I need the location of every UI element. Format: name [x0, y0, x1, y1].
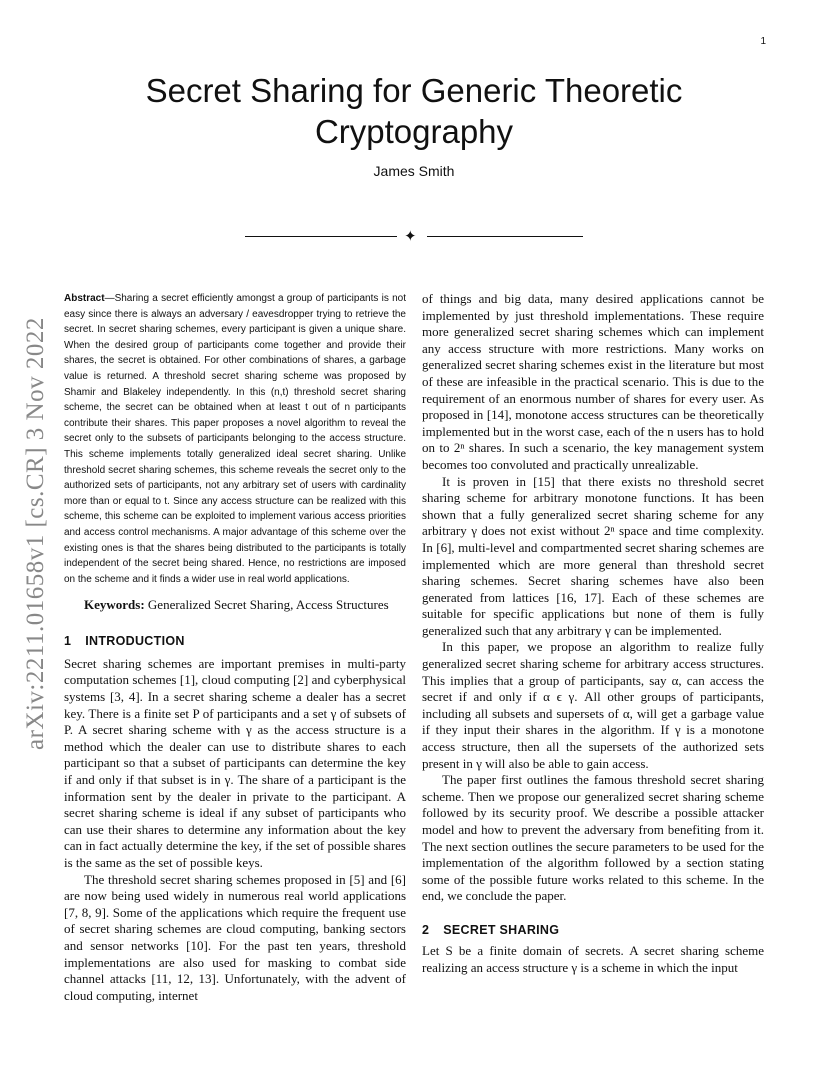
intro-paragraph-3: of things and big data, many desired applications cannot be implemented by just threshold implementations. These require more generalized secret sharing schemes which can implement any access structure with more restrictions. Many works on generalized secret sharing schemes exist in the literature but most of these are infeasible in the practical scenario. This is due to the requirement of an enormous number of shares for every user. As proposed in [14], monotone access structures can be theoretically implemented but in the worst case, each of the n users has to hold on to 2ⁿ shares. In such a scenario, the key management system becomes too convoluted and practically unrealizable. — [422, 291, 764, 472]
keywords-label: Keywords: — [84, 597, 145, 613]
intro-paragraph-5: In this paper, we propose an algorithm to realize fully generalized secret sharing scheme for arbitrary access structures. This implies that a group of participants, say α, can access the secret if and only if α ϵ γ. All other groups of participants, including all subsets and supersets of α, will get a garbage value if they input their shares in the algorithm. If γ is a monotone access structure, then all the supersets of the authorized sets present in γ will also be able to gain access. — [422, 639, 764, 771]
intro-paragraph-2: The threshold secret sharing schemes proposed in [5] and [6] are now being used widely in numerous real world applications [7, 8, 9]. Some of the applications which require the frequent use of secret sharing schemes are cloud computing, banking sectors and sensor networks [10]. For the past ten years, threshold implementations are also used for masking to combat side channel attacks [11, 12, 13]. Unfortunately, with the advent of cloud computing, internet — [64, 871, 406, 1003]
intro-paragraph-4: It is proven in [15] that there exists no threshold secret sharing scheme for arbitrary monotone functions. It has been shown that a fully generalized secret sharing scheme for any arbitrary γ does not exist without 2ⁿ space and time complexity. In [6], multi-level and compartmented secret sharing schemes are implemented which are more general than threshold secret sharing schemes. Secret sharing schemes have also been generated from lattices [16, 17]. Each of these schemes are suitable for specific applications but none of them is fully generalized such that any arbitrary γ can be implemented. — [422, 473, 764, 638]
divider-line-right — [427, 236, 583, 237]
arxiv-identifier: arXiv:2211.01658v1 [cs.CR] 3 Nov 2022 — [22, 317, 49, 750]
intro-paragraph-6: The paper first outlines the famous threshold secret sharing scheme. Then we propose our generalized secret sharing scheme followed by its security proof. We describe a possible attacker model and how to prevent the adversary from benefiting from it. The next section outlines the secure parameters to be used for the implementation of the algorithm followed by a section stating some of the possible future works related to this scheme. In the end, we conclude the paper. — [422, 772, 764, 904]
star-ornament-icon: ✦ — [404, 227, 417, 245]
left-column — [64, 291, 406, 1004]
intro-paragraph-1: Secret sharing schemes are important premises in multi-party computation schemes [1], cloud computing [2] and cyberphysical systems [3, 4]. In a secret sharing scheme a dealer has a secret key. There is a finite set P of participants and a set γ of subsets of P. A secret sharing scheme with γ as the access structure is a method which the dealer can use to distribute shares to each participant so that a subset of participants can determine the key if and only if that subset is in γ. The share of a participant is the information sent by the dealer in private to the participant. A secret sharing scheme is ideal if any subset of participants who can use their shares to determine any information about the key can in fact actually determine the key, if the set of possible shares is the same as the set of possible keys. — [64, 655, 406, 870]
abstract-text: —Sharing a secret efficiently amongst a group of participants is not easy since there is always an adversary / eavesdropper trying to retrieve the secret. In secret sharing schemes, every participant is given a unique share. When the desired group of participants come together and provide their shares, the secret is obtained. For other combinations of shares, a garbage value is returned. A threshold secret sharing scheme was proposed by Shamir and Blakeley independently. In this (n,t) threshold secret sharing scheme, the secret can be obtained when at least t out of n participants contribute their shares. This paper proposes a novel algorithm to reveal the secret only to the subsets of participants belonging to the access structure. This scheme implements totally generalized ideal secret sharing. Unlike threshold secret sharing schemes, this scheme reveals the secret only to the authorized sets of participants, not any arbitrary set of users with cardinality more than or equal to t. Since any access structure can be realized with this scheme, this scheme can be exploited to implement various access priorities and access control mechanisms. A major advantage of this scheme over the existing ones is that the shares being distributed to the participants is totally independent of the secret being shared. Hence, no restrictions are imposed on the scheme and it finds a wider use in real world applications. — [64, 293, 406, 585]
section-title: SECRET SHARING — [443, 922, 560, 937]
section-heading-introduction — [64, 634, 406, 648]
right-column — [422, 291, 764, 976]
title-divider — [245, 227, 583, 245]
divider-line-left — [245, 236, 397, 237]
keywords — [84, 597, 406, 614]
secret-sharing-paragraph-1: Let S be a finite domain of secrets. A secret sharing scheme realizing an access structure γ is a scheme in which the input — [422, 942, 764, 975]
section-heading-secret-sharing — [422, 923, 764, 937]
page-number: 1 — [760, 36, 766, 47]
abstract-label: Abstract — [64, 293, 105, 304]
abstract — [64, 291, 406, 587]
paper-title: Secret Sharing for Generic Theoretic Cryptography — [145, 72, 683, 151]
section-number: 2 — [422, 922, 430, 937]
author-name: James Smith — [373, 163, 455, 179]
section-title: INTRODUCTION — [85, 633, 185, 648]
keywords-text: Generalized Secret Sharing, Access Structures — [147, 597, 389, 613]
section-number: 1 — [64, 633, 72, 648]
